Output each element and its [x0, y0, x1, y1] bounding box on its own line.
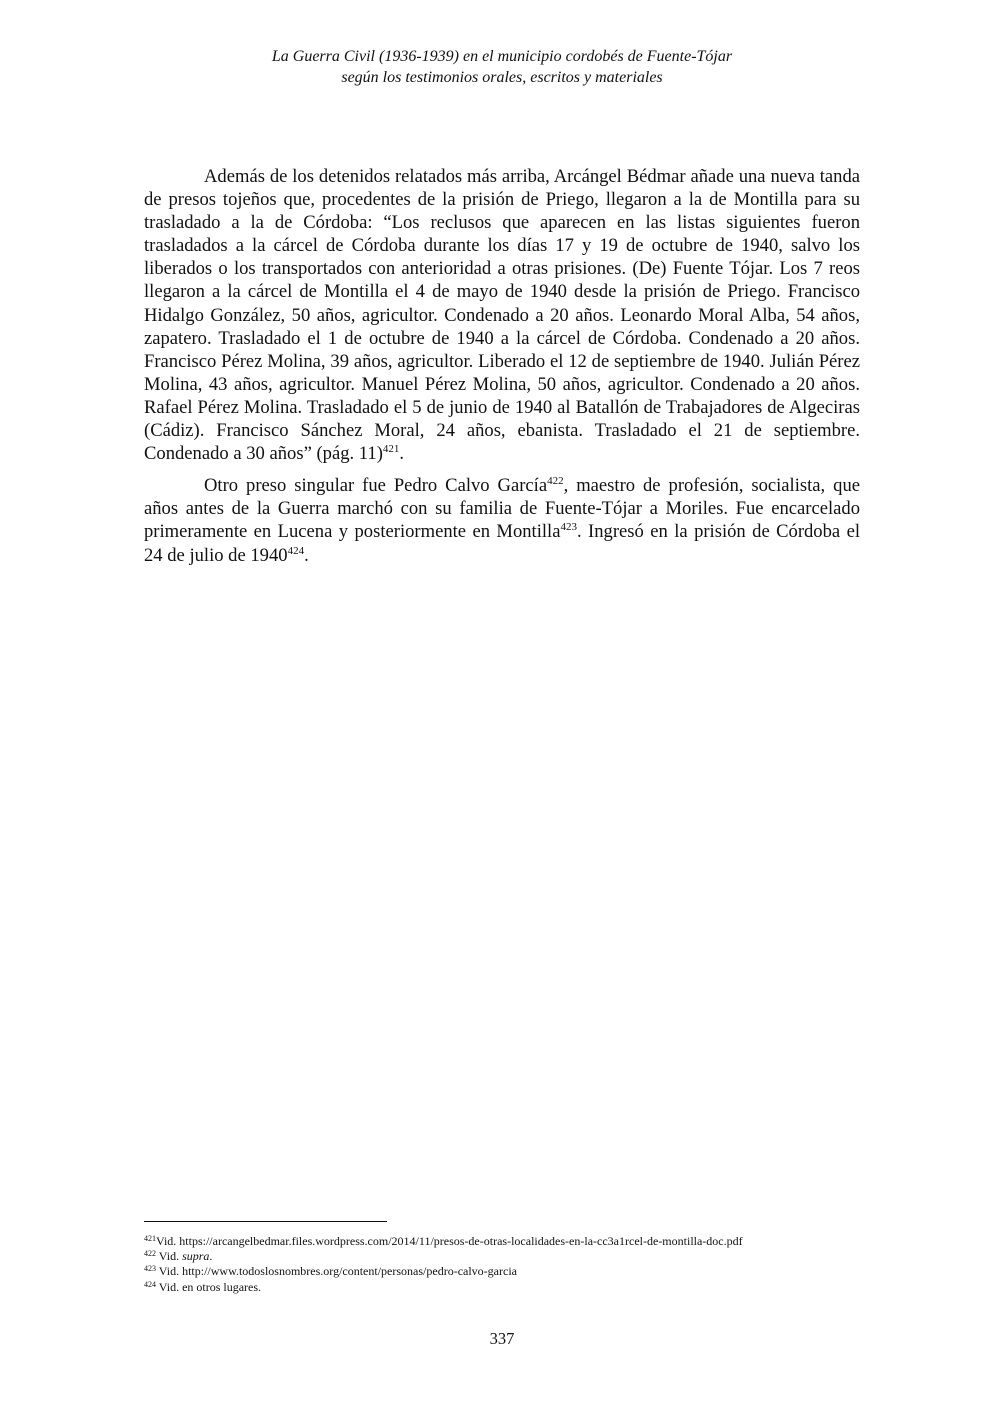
footnote-421 [144, 1234, 860, 1249]
paragraph-2-text-b: , maestro de profesión, socialista, que años antes de la Guerra marchó con su familia de Fuente-Tójar a Moriles. Fue encarcelado primeramente en Lucena y posteriormente en Montilla [144, 475, 860, 543]
footnote-link[interactable]: https://arcangelbedmar.files.wordpress.com/2014/11/presos-de-otras-localidades-en-la-cc3a1rcel-de-montilla-doc.pdf [179, 1234, 743, 1248]
footnote-suffix: . [209, 1249, 213, 1264]
footnotes [144, 1234, 860, 1295]
paragraph-2-text-a: Otro preso singular fue Pedro Calvo García [204, 475, 548, 497]
footnote-text: en otros lugares. [182, 1279, 262, 1294]
footnote-424 [144, 1280, 860, 1295]
footnote-prefix: Vid. [156, 1249, 183, 1264]
paragraph-2-text-c: . Ingresó en la prisión de Córdoba el 24 de julio de 1940 [144, 521, 860, 566]
footnote-number: 421 [144, 1234, 156, 1243]
footnote-italic-text: supra [182, 1249, 210, 1264]
footnote-link[interactable]: http://www.todoslosnombres.org/content/personas/pedro-calvo-garcia [182, 1264, 517, 1279]
header-title-line: La Guerra Civil (1936-1939) en el municipio cordobés de Fuente-Tójar [271, 48, 733, 65]
body-text [144, 165, 860, 576]
footnote-423 [144, 1264, 860, 1279]
footnote-ref-424[interactable]: 424 [287, 544, 305, 557]
page-number: 337 [489, 1329, 515, 1348]
paragraph-2-end: . [304, 544, 309, 566]
header-subtitle-line: según los testimonios orales, escritos y materiales [341, 69, 663, 86]
footnote-ref-423[interactable]: 423 [560, 521, 577, 534]
paragraph-1-end: . [399, 443, 405, 465]
running-header [144, 46, 860, 88]
footnote-number: 422 [144, 1249, 156, 1259]
paragraph-1 [144, 165, 860, 465]
paragraph-1-text: Además de los detenidos relatados más arriba, Arcángel Bédmar añade una nueva tanda de presos tojeños que, procedentes de la prisión de Priego, llegaron a la de Montilla para su trasladado a la de Córdoba: “Los reclusos que aparecen en las listas siguientes fueron trasladados a la cárcel de Córdoba durante los días 17 y 19 de octubre de 1940, salvo los liberados o los transportados con anterioridad a otras prisiones. (De) Fuente Tójar. Los 7 reos llegaron a la cárcel de Montilla el 4 de mayo de 1940 desde la prisión de Priego. Francisco Hidalgo González, 50 años, agricultor. Condenado a 20 años. Leonardo Moral Alba, 54 años, zapatero. Trasladado el 1 de octubre de 1940 a la cárcel de Córdoba. Condenado a 20 años. Francisco Pérez Molina, 39 años, agricultor. Liberado el 12 de septiembre de 1940. Julián Pérez Molina, 43 años, agricultor. Manuel Pérez Molina, 50 años, agricultor. Condenado a 20 años. Rafael Pérez Molina. Trasladado el 5 de junio de 1940 al Batallón de Trabajadores de Algeciras (Cádiz). Francisco Sánchez Moral, 24 años, ebanista. Trasladado el 21 de septiembre. Condenado a 30 años” (pág. 11) [144, 166, 860, 465]
footnote-422 [144, 1249, 860, 1264]
paragraph-2 [144, 474, 860, 566]
footnote-prefix: Vid. [156, 1279, 183, 1294]
footnote-separator [144, 1221, 387, 1222]
footnote-ref-422[interactable]: 422 [547, 475, 564, 488]
footnote-prefix: Vid. [156, 1264, 183, 1279]
footnote-ref-421[interactable]: 421 [382, 443, 400, 456]
footnote-number: 424 [144, 1279, 156, 1289]
footnote-number: 423 [144, 1264, 156, 1274]
footnote-prefix: Vid. [156, 1234, 180, 1248]
